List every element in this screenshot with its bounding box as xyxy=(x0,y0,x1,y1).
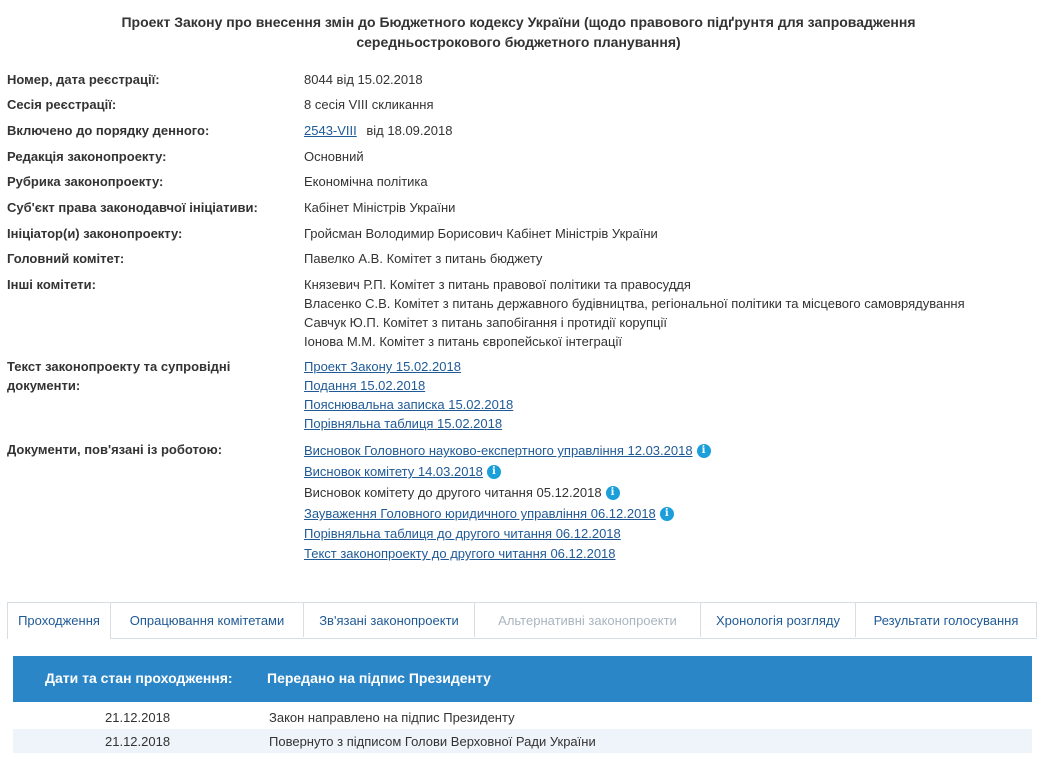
info-icon[interactable]: i xyxy=(697,444,711,458)
docs-list xyxy=(304,440,711,564)
main-committee-value: Павелко А.В. Комітет з питань бюджету xyxy=(304,251,543,266)
tab-related[interactable]: Зв'язані законопроекти xyxy=(303,602,475,637)
list-item: Власенко С.В. Комітет з питань державного будівництва, регіональної політики та місцевого самоврядування xyxy=(304,296,965,311)
doc-link[interactable]: Подання 15.02.2018 xyxy=(304,378,426,393)
info-icon[interactable]: i xyxy=(487,465,501,479)
agenda-link[interactable]: 2543-VIII xyxy=(304,123,357,138)
title-line-2: середньострокового бюджетного планування) xyxy=(356,34,681,50)
row-date: 21.12.2018 xyxy=(105,710,171,725)
session-label: Сесія реєстрації: xyxy=(7,97,117,112)
texts-label-line-2: документи: xyxy=(7,378,81,393)
tab-bar xyxy=(7,602,1037,639)
session-value: 8 сесія VIII скликання xyxy=(304,97,434,112)
other-committees-list xyxy=(304,275,965,351)
rubric-value: Економічна політика xyxy=(304,174,428,189)
tab-passage[interactable]: Проходження xyxy=(7,602,111,639)
doc-link[interactable]: Проект Закону 15.02.2018 xyxy=(304,359,461,374)
row-status: Закон направлено на підпис Президенту xyxy=(269,710,515,725)
page-title xyxy=(40,12,997,52)
status-header-value: Передано на підпис Президенту xyxy=(267,670,491,686)
doc-link[interactable]: Зауваження Головного юридичного управління 06.12.2018 xyxy=(304,506,656,521)
doc-link[interactable]: Текст законопроекту до другого читання 06.12.2018 xyxy=(304,546,616,561)
status-header xyxy=(13,656,1032,702)
table-row xyxy=(13,729,1032,753)
tab-committees[interactable]: Опрацювання комітетами xyxy=(110,602,304,637)
doc-link[interactable]: Порівняльна таблиця 15.02.2018 xyxy=(304,416,503,431)
subject-label: Суб'єкт права законодавчої ініціативи: xyxy=(7,200,258,215)
initiator-label: Ініціатор(и) законопроекту: xyxy=(7,226,183,241)
doc-link[interactable]: Висновок Головного науково-експертного управління 12.03.2018 xyxy=(304,443,693,458)
doc-text: Висновок комітету до другого читання 05.12.2018 xyxy=(304,485,602,500)
texts-list xyxy=(304,357,513,433)
tab-voting[interactable]: Результати голосування xyxy=(855,602,1037,637)
main-committee-label: Головний комітет: xyxy=(7,251,125,266)
subject-value: Кабінет Міністрів України xyxy=(304,200,456,215)
list-item: Савчук Ю.П. Комітет з питань запобігання і протидії корупції xyxy=(304,315,667,330)
registration-label: Номер, дата реєстрації: xyxy=(7,72,160,87)
status-header-label: Дати та стан проходження: xyxy=(45,670,233,686)
info-icon[interactable]: i xyxy=(606,486,620,500)
doc-link[interactable]: Висновок комітету 14.03.2018 xyxy=(304,464,483,479)
agenda-value xyxy=(304,121,452,140)
info-icon[interactable]: i xyxy=(660,507,674,521)
doc-link[interactable]: Порівняльна таблиця до другого читання 06.12.2018 xyxy=(304,526,621,541)
tab-chronology[interactable]: Хронологія розгляду xyxy=(700,602,856,637)
list-item: Князевич Р.П. Комітет з питань правової політики та правосуддя xyxy=(304,277,691,292)
edition-label: Редакція законопроекту: xyxy=(7,149,167,164)
agenda-label: Включено до порядку денного: xyxy=(7,123,210,138)
title-line-1: Проект Закону про внесення змін до Бюджетного кодексу України (щодо правового підґрунтя для запровадження xyxy=(121,14,916,30)
tab-alternative: Альтернативні законопроекти xyxy=(474,602,701,637)
docs-label: Документи, пов'язані із роботою: xyxy=(7,442,223,457)
doc-link[interactable]: Пояснювальна записка 15.02.2018 xyxy=(304,397,514,412)
texts-label xyxy=(7,357,287,395)
row-date: 21.12.2018 xyxy=(105,734,171,749)
agenda-date: від 18.09.2018 xyxy=(366,123,453,138)
other-committees-label: Інші комітети: xyxy=(7,277,96,292)
texts-label-line-1: Текст законопроекту та супровідні xyxy=(7,359,231,374)
registration-value: 8044 від 15.02.2018 xyxy=(304,72,423,87)
table-row xyxy=(13,705,1032,729)
rubric-label: Рубрика законопроекту: xyxy=(7,174,164,189)
row-status: Повернуто з підписом Голови Верховної Ради України xyxy=(269,734,596,749)
edition-value: Основний xyxy=(304,149,364,164)
initiator-value: Гройсман Володимир Борисович Кабінет Міністрів України xyxy=(304,226,658,241)
list-item: Іонова М.М. Комітет з питань європейської інтеграції xyxy=(304,334,622,349)
